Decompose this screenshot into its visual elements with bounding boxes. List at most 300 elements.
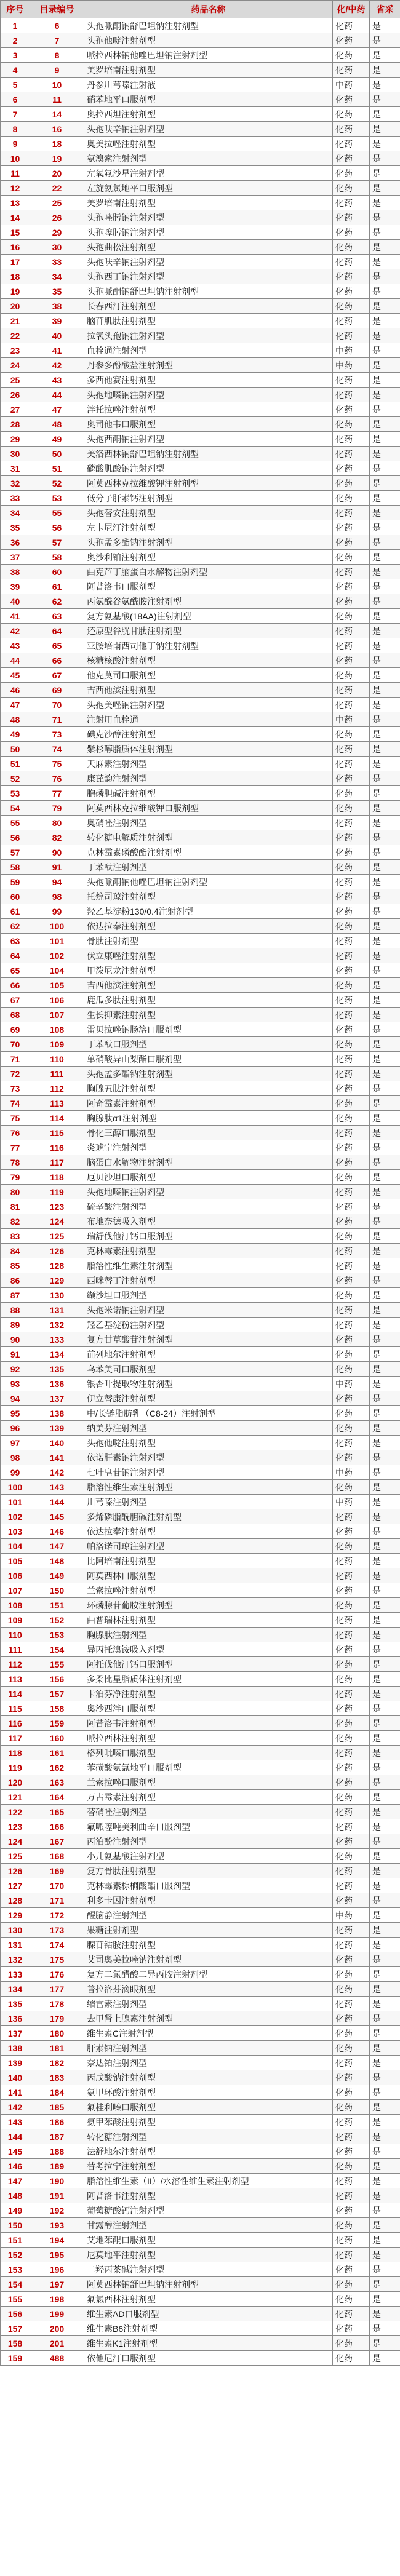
table-row xyxy=(1,1982,400,1997)
cell-drug-name: 羟乙基淀粉注射剂型 xyxy=(84,1318,333,1332)
table-row xyxy=(1,1229,400,1244)
table-row xyxy=(1,314,400,328)
table-row xyxy=(1,1819,400,1834)
cell-drug-name: 头孢噻肟钠注射剂型 xyxy=(84,225,333,240)
cell-index: 43 xyxy=(1,638,30,653)
table-row xyxy=(1,2100,400,2115)
cell-catalog-number: 80 xyxy=(30,816,84,830)
cell-drug-type: 化药 xyxy=(333,122,370,137)
cell-index: 72 xyxy=(1,1067,30,1081)
table-row xyxy=(1,1952,400,1967)
cell-provincial-procurement: 是 xyxy=(370,1672,400,1687)
cell-provincial-procurement: 是 xyxy=(370,830,400,845)
table-row xyxy=(1,1923,400,1938)
cell-catalog-number: 82 xyxy=(30,830,84,845)
cell-provincial-procurement: 是 xyxy=(370,1583,400,1598)
cell-drug-name: 碘克沙醇注射剂型 xyxy=(84,727,333,742)
cell-provincial-procurement: 是 xyxy=(370,1170,400,1185)
cell-drug-name: 泮托拉唑注射剂型 xyxy=(84,402,333,417)
cell-drug-name: 七叶皂苷钠注射剂型 xyxy=(84,1465,333,1480)
cell-drug-type: 化药 xyxy=(333,1199,370,1214)
table-row xyxy=(1,1244,400,1258)
cell-catalog-number: 135 xyxy=(30,1362,84,1377)
table-row xyxy=(1,1568,400,1583)
cell-drug-type: 化药 xyxy=(333,314,370,328)
cell-catalog-number: 154 xyxy=(30,1642,84,1657)
cell-drug-type: 化药 xyxy=(333,92,370,107)
cell-drug-name: 氨溴索注射剂型 xyxy=(84,151,333,166)
cell-drug-type: 中药 xyxy=(333,78,370,92)
cell-drug-type: 化药 xyxy=(333,1126,370,1140)
cell-drug-name: 丙氨酰谷氨酰胺注射剂型 xyxy=(84,594,333,609)
cell-drug-type: 化药 xyxy=(333,1391,370,1406)
cell-index: 108 xyxy=(1,1598,30,1613)
table-row xyxy=(1,1613,400,1628)
table-row xyxy=(1,284,400,299)
cell-catalog-number: 169 xyxy=(30,1864,84,1878)
cell-drug-type: 化药 xyxy=(333,1022,370,1037)
table-row xyxy=(1,1126,400,1140)
cell-index: 154 xyxy=(1,2277,30,2292)
cell-index: 37 xyxy=(1,550,30,565)
table-row xyxy=(1,1096,400,1111)
table-row xyxy=(1,830,400,845)
cell-index: 99 xyxy=(1,1465,30,1480)
cell-catalog-number: 150 xyxy=(30,1583,84,1598)
cell-index: 141 xyxy=(1,2085,30,2100)
cell-provincial-procurement: 是 xyxy=(370,624,400,638)
cell-catalog-number: 118 xyxy=(30,1170,84,1185)
cell-provincial-procurement: 是 xyxy=(370,1775,400,1790)
table-row xyxy=(1,447,400,461)
cell-index: 127 xyxy=(1,1878,30,1893)
cell-index: 100 xyxy=(1,1480,30,1495)
cell-catalog-number: 164 xyxy=(30,1790,84,1805)
cell-index: 80 xyxy=(1,1185,30,1199)
table-row xyxy=(1,1701,400,1716)
cell-drug-name: 丁苯酞口服剂型 xyxy=(84,1037,333,1052)
cell-drug-type: 化药 xyxy=(333,1864,370,1878)
cell-drug-name: 头孢替安注射剂型 xyxy=(84,506,333,520)
cell-provincial-procurement: 是 xyxy=(370,727,400,742)
table-row xyxy=(1,1421,400,1436)
table-body xyxy=(1,18,400,2366)
cell-catalog-number: 136 xyxy=(30,1377,84,1391)
cell-index: 145 xyxy=(1,2144,30,2159)
cell-index: 69 xyxy=(1,1022,30,1037)
cell-catalog-number: 22 xyxy=(30,181,84,196)
cell-catalog-number: 33 xyxy=(30,255,84,269)
cell-catalog-number: 165 xyxy=(30,1805,84,1819)
cell-drug-name: 腺苷钴胺注射剂型 xyxy=(84,1938,333,1952)
cell-drug-type: 化药 xyxy=(333,904,370,919)
cell-provincial-procurement: 是 xyxy=(370,2218,400,2233)
cell-drug-type: 化药 xyxy=(333,1229,370,1244)
cell-index: 97 xyxy=(1,1436,30,1450)
cell-drug-type: 化药 xyxy=(333,1347,370,1362)
table-row xyxy=(1,638,400,653)
cell-catalog-number: 144 xyxy=(30,1495,84,1509)
cell-catalog-number: 149 xyxy=(30,1568,84,1583)
cell-provincial-procurement: 是 xyxy=(370,2159,400,2174)
cell-index: 140 xyxy=(1,2070,30,2085)
cell-drug-type: 化药 xyxy=(333,579,370,594)
cell-index: 24 xyxy=(1,358,30,373)
cell-drug-name: 二羟丙茶碱注射剂型 xyxy=(84,2262,333,2277)
cell-drug-type: 化药 xyxy=(333,1332,370,1347)
cell-catalog-number: 8 xyxy=(30,48,84,63)
cell-drug-name: 磷酸肌酸钠注射剂型 xyxy=(84,461,333,476)
cell-catalog-number: 113 xyxy=(30,1096,84,1111)
cell-catalog-number: 140 xyxy=(30,1436,84,1450)
cell-provincial-procurement: 是 xyxy=(370,535,400,550)
cell-index: 35 xyxy=(1,520,30,535)
cell-drug-name: 硝苯地平口服剂型 xyxy=(84,92,333,107)
cell-provincial-procurement: 是 xyxy=(370,2174,400,2188)
cell-index: 83 xyxy=(1,1229,30,1244)
cell-drug-type: 化药 xyxy=(333,1318,370,1332)
table-row xyxy=(1,388,400,402)
cell-catalog-number: 197 xyxy=(30,2277,84,2292)
cell-index: 41 xyxy=(1,609,30,624)
cell-index: 151 xyxy=(1,2233,30,2248)
cell-catalog-number: 51 xyxy=(30,461,84,476)
cell-catalog-number: 153 xyxy=(30,1628,84,1642)
cell-catalog-number: 76 xyxy=(30,771,84,786)
table-row xyxy=(1,2307,400,2321)
cell-drug-name: 格列吡嗪口服剂型 xyxy=(84,1746,333,1760)
cell-index: 103 xyxy=(1,1524,30,1539)
cell-drug-type: 化药 xyxy=(333,255,370,269)
cell-index: 102 xyxy=(1,1509,30,1524)
cell-index: 42 xyxy=(1,624,30,638)
cell-drug-type: 化药 xyxy=(333,2336,370,2351)
cell-drug-type: 化药 xyxy=(333,683,370,698)
cell-provincial-procurement: 是 xyxy=(370,771,400,786)
table-row xyxy=(1,535,400,550)
cell-drug-name: 脑蛋白水解物注射剂型 xyxy=(84,1155,333,1170)
cell-index: 8 xyxy=(1,122,30,137)
cell-provincial-procurement: 是 xyxy=(370,196,400,210)
table-row xyxy=(1,609,400,624)
cell-drug-name: 注射用血栓通 xyxy=(84,712,333,727)
cell-catalog-number: 75 xyxy=(30,757,84,771)
table-row xyxy=(1,2011,400,2026)
cell-drug-name: 头孢西丁钠注射剂型 xyxy=(84,269,333,284)
cell-drug-name: 缬沙坦口服剂型 xyxy=(84,1288,333,1303)
cell-drug-type: 化药 xyxy=(333,1081,370,1096)
cell-drug-type: 化药 xyxy=(333,107,370,122)
cell-provincial-procurement: 是 xyxy=(370,1849,400,1864)
table-row xyxy=(1,417,400,432)
table-row xyxy=(1,491,400,506)
cell-provincial-procurement: 是 xyxy=(370,284,400,299)
cell-drug-name: 复方甘草酸苷注射剂型 xyxy=(84,1332,333,1347)
cell-drug-name: 法舒地尔注射剂型 xyxy=(84,2144,333,2159)
cell-drug-type: 化药 xyxy=(333,1509,370,1524)
cell-drug-type: 化药 xyxy=(333,934,370,948)
table-row xyxy=(1,1524,400,1539)
cell-drug-name: 头孢呋辛钠注射剂型 xyxy=(84,255,333,269)
cell-drug-name: 头孢哌酮钠他唑巴坦钠注射剂型 xyxy=(84,875,333,889)
cell-catalog-number: 35 xyxy=(30,284,84,299)
table-row xyxy=(1,18,400,33)
table-row xyxy=(1,137,400,151)
cell-index: 32 xyxy=(1,476,30,491)
cell-index: 28 xyxy=(1,417,30,432)
cell-catalog-number: 198 xyxy=(30,2292,84,2307)
cell-drug-type: 化药 xyxy=(333,1923,370,1938)
cell-drug-type: 化药 xyxy=(333,565,370,579)
table-row xyxy=(1,2277,400,2292)
cell-index: 30 xyxy=(1,447,30,461)
cell-drug-type: 化药 xyxy=(333,225,370,240)
cell-provincial-procurement: 是 xyxy=(370,225,400,240)
cell-drug-type: 化药 xyxy=(333,284,370,299)
cell-index: 135 xyxy=(1,1997,30,2011)
cell-provincial-procurement: 是 xyxy=(370,388,400,402)
cell-drug-type: 化药 xyxy=(333,1805,370,1819)
table-row xyxy=(1,963,400,978)
cell-provincial-procurement: 是 xyxy=(370,181,400,196)
cell-drug-name: 头孢他啶注射剂型 xyxy=(84,33,333,48)
cell-index: 38 xyxy=(1,565,30,579)
cell-drug-type: 化药 xyxy=(333,1938,370,1952)
cell-provincial-procurement: 是 xyxy=(370,1568,400,1583)
table-row xyxy=(1,757,400,771)
table-row xyxy=(1,698,400,712)
table-row xyxy=(1,1037,400,1052)
cell-index: 16 xyxy=(1,240,30,255)
cell-provincial-procurement: 是 xyxy=(370,1760,400,1775)
table-row xyxy=(1,1111,400,1126)
cell-provincial-procurement: 是 xyxy=(370,1746,400,1760)
table-row xyxy=(1,63,400,78)
cell-drug-type: 化药 xyxy=(333,1760,370,1775)
table-row xyxy=(1,1790,400,1805)
table-row xyxy=(1,1214,400,1229)
table-row xyxy=(1,240,400,255)
table-row xyxy=(1,2262,400,2277)
cell-catalog-number: 73 xyxy=(30,727,84,742)
cell-catalog-number: 47 xyxy=(30,402,84,417)
cell-catalog-number: 488 xyxy=(30,2351,84,2366)
cell-provincial-procurement: 是 xyxy=(370,1199,400,1214)
cell-index: 26 xyxy=(1,388,30,402)
cell-catalog-number: 195 xyxy=(30,2248,84,2262)
table-row xyxy=(1,1775,400,1790)
cell-provincial-procurement: 是 xyxy=(370,963,400,978)
cell-catalog-number: 185 xyxy=(30,2100,84,2115)
cell-provincial-procurement: 是 xyxy=(370,1864,400,1878)
cell-index: 139 xyxy=(1,2056,30,2070)
cell-drug-name: 果糖注射剂型 xyxy=(84,1923,333,1938)
cell-index: 79 xyxy=(1,1170,30,1185)
cell-drug-name: 肝素钠注射剂型 xyxy=(84,2041,333,2056)
cell-provincial-procurement: 是 xyxy=(370,2203,400,2218)
cell-catalog-number: 77 xyxy=(30,786,84,801)
table-row xyxy=(1,1583,400,1598)
cell-provincial-procurement: 是 xyxy=(370,2100,400,2115)
cell-catalog-number: 190 xyxy=(30,2174,84,2188)
table-row xyxy=(1,889,400,904)
cell-catalog-number: 40 xyxy=(30,328,84,343)
cell-provincial-procurement: 是 xyxy=(370,1362,400,1377)
cell-drug-type: 中药 xyxy=(333,712,370,727)
cell-catalog-number: 100 xyxy=(30,919,84,934)
cell-index: 93 xyxy=(1,1377,30,1391)
cell-index: 90 xyxy=(1,1332,30,1347)
cell-drug-type: 化药 xyxy=(333,1170,370,1185)
cell-index: 120 xyxy=(1,1775,30,1790)
cell-index: 65 xyxy=(1,963,30,978)
cell-index: 4 xyxy=(1,63,30,78)
cell-drug-name: 依诺肝素钠注射剂型 xyxy=(84,1450,333,1465)
cell-catalog-number: 187 xyxy=(30,2129,84,2144)
cell-provincial-procurement: 是 xyxy=(370,1805,400,1819)
cell-drug-type: 化药 xyxy=(333,1273,370,1288)
cell-catalog-number: 90 xyxy=(30,845,84,860)
cell-drug-name: 异丙托溴铵吸入剂型 xyxy=(84,1642,333,1657)
table-row xyxy=(1,1657,400,1672)
table-row xyxy=(1,565,400,579)
cell-drug-type: 化药 xyxy=(333,1568,370,1583)
cell-catalog-number: 74 xyxy=(30,742,84,757)
cell-drug-type: 化药 xyxy=(333,2070,370,2085)
cell-catalog-number: 112 xyxy=(30,1081,84,1096)
cell-provincial-procurement: 是 xyxy=(370,2011,400,2026)
cell-drug-name: 脂溶性维生素（II）/水溶性维生素注射剂型 xyxy=(84,2174,333,2188)
cell-index: 10 xyxy=(1,151,30,166)
table-row xyxy=(1,875,400,889)
cell-drug-type: 化药 xyxy=(333,1775,370,1790)
cell-drug-name: 天麻素注射剂型 xyxy=(84,757,333,771)
cell-drug-name: 头孢曲松注射剂型 xyxy=(84,240,333,255)
cell-catalog-number: 178 xyxy=(30,1997,84,2011)
cell-provincial-procurement: 是 xyxy=(370,1303,400,1318)
table-row xyxy=(1,2026,400,2041)
cell-drug-name: 复方骨肽注射剂型 xyxy=(84,1864,333,1878)
cell-catalog-number: 91 xyxy=(30,860,84,875)
cell-provincial-procurement: 是 xyxy=(370,1096,400,1111)
cell-catalog-number: 111 xyxy=(30,1067,84,1081)
table-row xyxy=(1,225,400,240)
cell-drug-name: 单硝酸异山梨酯口服剂型 xyxy=(84,1052,333,1067)
cell-catalog-number: 182 xyxy=(30,2056,84,2070)
cell-drug-name: 丁苯酞注射剂型 xyxy=(84,860,333,875)
cell-catalog-number: 186 xyxy=(30,2115,84,2129)
table-row xyxy=(1,1288,400,1303)
cell-drug-type: 化药 xyxy=(333,1406,370,1421)
cell-drug-type: 化药 xyxy=(333,550,370,565)
table-row xyxy=(1,845,400,860)
cell-drug-type: 化药 xyxy=(333,48,370,63)
cell-drug-type: 化药 xyxy=(333,1819,370,1834)
cell-drug-type: 化药 xyxy=(333,1967,370,1982)
cell-drug-name: 奥硝唑注射剂型 xyxy=(84,816,333,830)
cell-catalog-number: 48 xyxy=(30,417,84,432)
cell-catalog-number: 119 xyxy=(30,1185,84,1199)
table-row xyxy=(1,1554,400,1568)
cell-index: 6 xyxy=(1,92,30,107)
cell-drug-name: 艾司奥美拉唑钠注射剂型 xyxy=(84,1952,333,1967)
cell-drug-type: 化药 xyxy=(333,757,370,771)
cell-drug-name: 丹参川芎嗪注射液 xyxy=(84,78,333,92)
cell-catalog-number: 129 xyxy=(30,1273,84,1288)
table-row xyxy=(1,668,400,683)
table-row xyxy=(1,1436,400,1450)
cell-catalog-number: 65 xyxy=(30,638,84,653)
cell-index: 2 xyxy=(1,33,30,48)
cell-drug-name: 头孢西酮钠注射剂型 xyxy=(84,432,333,447)
cell-drug-type: 化药 xyxy=(333,2041,370,2056)
cell-drug-type: 化药 xyxy=(333,638,370,653)
cell-drug-type: 化药 xyxy=(333,447,370,461)
cell-drug-name: 氟桂利嗪口服剂型 xyxy=(84,2100,333,2115)
cell-index: 51 xyxy=(1,757,30,771)
cell-catalog-number: 49 xyxy=(30,432,84,447)
cell-drug-type: 化药 xyxy=(333,1303,370,1318)
cell-drug-name: 胸腺肽α1注射剂型 xyxy=(84,1111,333,1126)
cell-drug-type: 化药 xyxy=(333,1155,370,1170)
cell-catalog-number: 179 xyxy=(30,2011,84,2026)
cell-index: 94 xyxy=(1,1391,30,1406)
cell-provincial-procurement: 是 xyxy=(370,2233,400,2248)
cell-drug-name: 维生素B6注射剂型 xyxy=(84,2321,333,2336)
cell-drug-type: 化药 xyxy=(333,402,370,417)
cell-drug-name: 替硝唑注射剂型 xyxy=(84,1805,333,1819)
table-row xyxy=(1,1406,400,1421)
cell-index: 75 xyxy=(1,1111,30,1126)
cell-catalog-number: 181 xyxy=(30,2041,84,2056)
cell-provincial-procurement: 是 xyxy=(370,447,400,461)
cell-drug-name: 甲泼尼龙注射剂型 xyxy=(84,963,333,978)
cell-drug-type: 化药 xyxy=(333,299,370,314)
cell-drug-type: 化药 xyxy=(333,963,370,978)
cell-catalog-number: 125 xyxy=(30,1229,84,1244)
cell-provincial-procurement: 是 xyxy=(370,1495,400,1509)
cell-provincial-procurement: 是 xyxy=(370,1111,400,1126)
cell-drug-type: 中药 xyxy=(333,1495,370,1509)
cell-drug-name: 脑苷肌肽注射剂型 xyxy=(84,314,333,328)
cell-index: 68 xyxy=(1,1008,30,1022)
cell-index: 150 xyxy=(1,2218,30,2233)
cell-catalog-number: 139 xyxy=(30,1421,84,1436)
cell-catalog-number: 101 xyxy=(30,934,84,948)
cell-catalog-number: 52 xyxy=(30,476,84,491)
cell-provincial-procurement: 是 xyxy=(370,1421,400,1436)
cell-catalog-number: 99 xyxy=(30,904,84,919)
cell-provincial-procurement: 是 xyxy=(370,476,400,491)
cell-drug-type: 化药 xyxy=(333,668,370,683)
cell-provincial-procurement: 是 xyxy=(370,889,400,904)
cell-drug-type: 化药 xyxy=(333,1731,370,1746)
table-row xyxy=(1,1938,400,1952)
cell-drug-name: 骨肽注射剂型 xyxy=(84,934,333,948)
cell-drug-type: 化药 xyxy=(333,137,370,151)
cell-index: 45 xyxy=(1,668,30,683)
cell-drug-type: 化药 xyxy=(333,2129,370,2144)
cell-index: 82 xyxy=(1,1214,30,1229)
cell-catalog-number: 58 xyxy=(30,550,84,565)
table-row xyxy=(1,1155,400,1170)
cell-catalog-number: 167 xyxy=(30,1834,84,1849)
cell-catalog-number: 160 xyxy=(30,1731,84,1746)
cell-drug-name: 克林霉素注射剂型 xyxy=(84,1244,333,1258)
cell-catalog-number: 57 xyxy=(30,535,84,550)
table-row xyxy=(1,1746,400,1760)
cell-drug-type: 化药 xyxy=(333,2248,370,2262)
